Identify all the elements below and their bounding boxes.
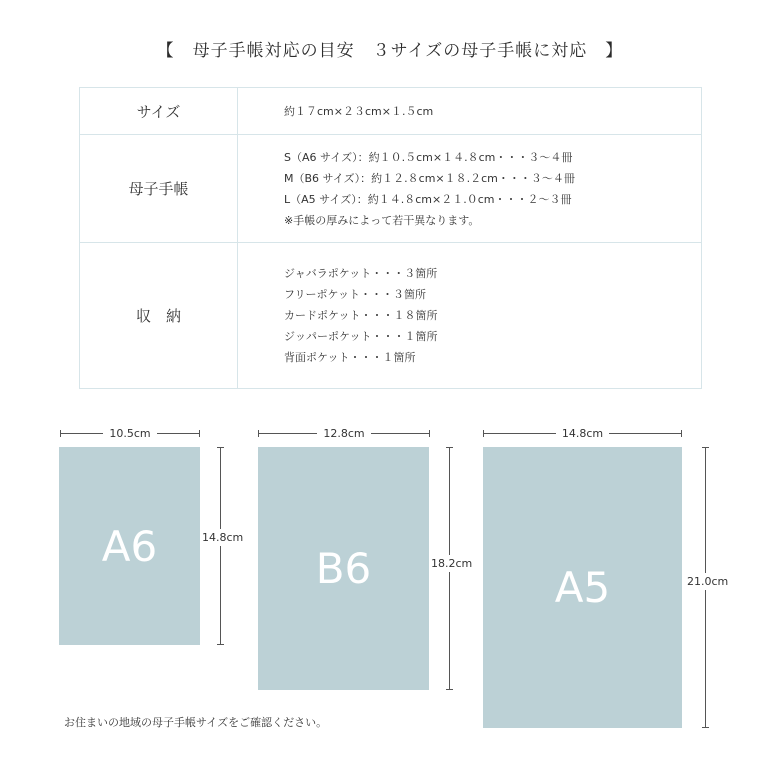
storage-line: ジャバラポケット・・・３箇所: [284, 267, 438, 280]
size-label: サイズ: [80, 88, 238, 135]
book-label: 母子手帳: [80, 135, 238, 243]
a6-size-box: [59, 447, 200, 645]
page-title: 【 母子手帳対応の目安 ３サイズの母子手帳に対応 】: [156, 41, 624, 61]
storage-line: ジッパーポケット・・・１箇所: [284, 330, 438, 343]
a6-width-dimension: [60, 426, 200, 440]
storage-line: 背面ポケット・・・１箇所: [284, 351, 416, 364]
book-line-m: M（B6 サイズ）：約１２.８cm×１８.２cm・・・３～４冊: [284, 171, 575, 185]
b6-box-label: B6: [315, 544, 372, 593]
storage-label: 収 納: [80, 243, 238, 389]
table-row-size: [80, 88, 702, 135]
b6-width-label: 12.8cm: [323, 426, 365, 440]
book-value: [238, 135, 702, 243]
a6-height-label: 14.8cm: [202, 531, 244, 544]
size-line: 約１７cm×２３cm×１.５cm: [284, 104, 434, 118]
a5-width-dimension: [483, 426, 682, 440]
a5-box-label: A5: [554, 563, 611, 612]
book-line-l: L（A5 サイズ）：約１４.８cm×２１.０cm・・・２～３冊: [284, 192, 572, 206]
size-value: [238, 88, 702, 135]
book-line-note: ※手帳の厚みによって若干異なります。: [284, 213, 480, 227]
table-row-storage: [80, 243, 702, 389]
storage-line: フリーポケット・・・３箇所: [284, 288, 427, 301]
footnote: お住まいの地域の母子手帳サイズをご確認ください。: [64, 716, 328, 729]
a5-width-label: 14.8cm: [561, 426, 604, 440]
storage-line: カードポケット・・・１８箇所: [284, 309, 438, 322]
a5-height-label: 21.0cm: [687, 575, 729, 588]
b6-size-box: [258, 447, 429, 690]
b6-height-label: 18.2cm: [431, 557, 473, 570]
a6-width-label: 10.5cm: [109, 426, 151, 440]
spec-table: [79, 87, 702, 389]
a6-height-dimension: [217, 447, 224, 645]
b6-width-dimension: [258, 426, 430, 440]
a5-size-box: [483, 447, 682, 728]
table-row-book: [80, 135, 702, 243]
storage-value: [238, 243, 702, 389]
a6-box-label: A6: [101, 521, 158, 571]
book-line-s: S（A6 サイズ）：約１０.５cm×１４.８cm・・・３～４冊: [284, 150, 573, 164]
